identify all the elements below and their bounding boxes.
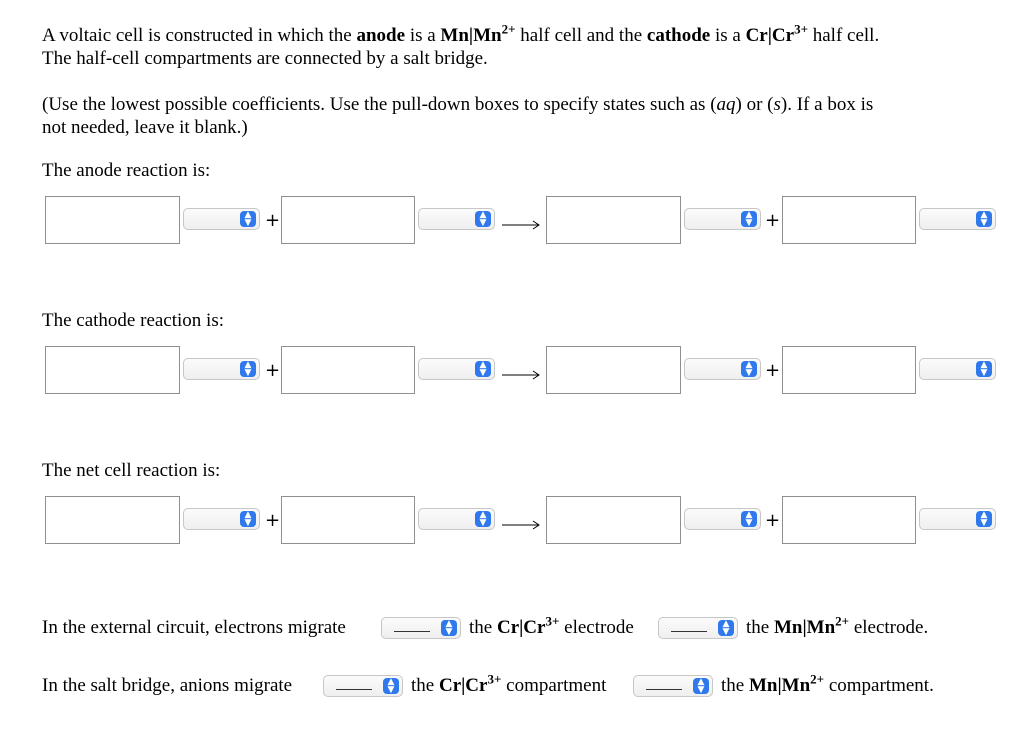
cathode-reaction-row xyxy=(0,346,1024,398)
intro-text: A voltaic cell is constructed in which the xyxy=(42,25,357,46)
net-reaction-row xyxy=(0,496,1024,548)
external-direction-select-1[interactable] xyxy=(381,617,461,639)
plus-sign: + xyxy=(765,210,781,231)
net-product2-input[interactable] xyxy=(782,496,916,544)
select-placeholder xyxy=(394,631,430,632)
intro-text: half cell and the xyxy=(515,25,647,46)
right-arrow-icon xyxy=(502,370,540,380)
anode-couple: $Mn|Mn^{2+}$ xyxy=(440,21,516,46)
intro-text: half cell. xyxy=(808,25,880,46)
anode-word: anode xyxy=(356,25,406,46)
salt-direction-select-1[interactable] xyxy=(323,675,403,697)
up-down-chevron-icon: ▲ ▼ xyxy=(240,511,256,527)
aq-state: aq xyxy=(716,94,736,115)
net-reactant1-state-select[interactable] xyxy=(183,508,260,530)
up-down-chevron-icon: ▲ ▼ xyxy=(741,211,757,227)
up-down-chevron-icon: ▲ ▼ xyxy=(718,620,734,636)
anode-reaction-row xyxy=(0,196,1024,248)
external-cr-electrode-text: the $Cr|Cr^{3+}$ electrode xyxy=(469,613,634,638)
cathode-product1-state-select[interactable] xyxy=(684,358,761,380)
instructions-text: (Use the lowest possible coefficients. Use the pull-down boxes to specify states such as ( xyxy=(42,94,717,115)
instructions-text: ) or ( xyxy=(735,94,774,115)
up-down-chevron-icon: ▲ ▼ xyxy=(741,511,757,527)
salt-bridge-prefix: In the salt bridge, anions migrate xyxy=(42,675,293,696)
cathode-reactant2-input[interactable] xyxy=(281,346,415,394)
s-state: s xyxy=(773,94,781,115)
plus-sign: + xyxy=(265,210,281,231)
plus-sign: + xyxy=(265,510,281,531)
up-down-chevron-icon: ▲ ▼ xyxy=(475,211,491,227)
up-down-chevron-icon: ▲ ▼ xyxy=(693,678,709,694)
net-product2-state-select[interactable] xyxy=(919,508,996,530)
cathode-product2-input[interactable] xyxy=(782,346,916,394)
cathode-product1-input[interactable] xyxy=(546,346,681,394)
up-down-chevron-icon: ▲ ▼ xyxy=(240,211,256,227)
cathode-reaction-label: The cathode reaction is: xyxy=(42,310,225,331)
plus-sign: + xyxy=(765,360,781,381)
select-placeholder xyxy=(646,689,682,690)
anode-reactant1-state-select[interactable] xyxy=(183,208,260,230)
intro-text: is a xyxy=(405,25,441,46)
anode-reactant1-input[interactable] xyxy=(45,196,180,244)
up-down-chevron-icon: ▲ ▼ xyxy=(976,211,992,227)
up-down-chevron-icon: ▲ ▼ xyxy=(976,511,992,527)
intro-paragraph xyxy=(42,21,880,70)
up-down-chevron-icon: ▲ ▼ xyxy=(475,511,491,527)
instructions-text: ). If a box is xyxy=(780,94,874,115)
right-arrow-icon xyxy=(502,220,540,230)
instructions-paragraph xyxy=(42,93,873,139)
net-product1-state-select[interactable] xyxy=(684,508,761,530)
net-reactant1-input[interactable] xyxy=(45,496,180,544)
cathode-reactant2-state-select[interactable] xyxy=(418,358,495,380)
anode-product1-state-select[interactable] xyxy=(684,208,761,230)
salt-direction-select-2[interactable] xyxy=(633,675,713,697)
salt-mn-compartment-text: the $Mn|Mn^{2+}$ compartment. xyxy=(721,671,934,696)
cathode-reactant1-input[interactable] xyxy=(45,346,180,394)
plus-sign: + xyxy=(265,360,281,381)
up-down-chevron-icon: ▲ ▼ xyxy=(240,361,256,377)
plus-sign: + xyxy=(765,510,781,531)
anode-reaction-label: The anode reaction is: xyxy=(42,160,211,181)
select-placeholder xyxy=(336,689,372,690)
cathode-product2-state-select[interactable] xyxy=(919,358,996,380)
external-mn-electrode-text: the $Mn|Mn^{2+}$ electrode. xyxy=(746,613,929,638)
net-reactant2-state-select[interactable] xyxy=(418,508,495,530)
net-reaction-label: The net cell reaction is: xyxy=(42,460,221,481)
up-down-chevron-icon: ▲ ▼ xyxy=(475,361,491,377)
external-direction-select-2[interactable] xyxy=(658,617,738,639)
anode-product1-input[interactable] xyxy=(546,196,681,244)
anode-product2-input[interactable] xyxy=(782,196,916,244)
select-placeholder xyxy=(671,631,707,632)
anode-reactant2-state-select[interactable] xyxy=(418,208,495,230)
intro-text: is a xyxy=(710,25,746,46)
net-reactant2-input[interactable] xyxy=(281,496,415,544)
up-down-chevron-icon: ▲ ▼ xyxy=(441,620,457,636)
up-down-chevron-icon: ▲ ▼ xyxy=(741,361,757,377)
cathode-couple: $Cr|Cr^{3+}$ xyxy=(745,21,808,46)
external-circuit-prefix: In the external circuit, electrons migrate xyxy=(42,617,346,638)
cathode-reactant1-state-select[interactable] xyxy=(183,358,260,380)
cathode-word: cathode xyxy=(646,25,711,46)
intro-text-line2: The half-cell compartments are connected by a salt bridge. xyxy=(42,48,488,69)
instructions-text-line2: not needed, leave it blank.) xyxy=(42,117,248,138)
up-down-chevron-icon: ▲ ▼ xyxy=(383,678,399,694)
net-product1-input[interactable] xyxy=(546,496,681,544)
up-down-chevron-icon: ▲ ▼ xyxy=(976,361,992,377)
salt-cr-compartment-text: the $Cr|Cr^{3+}$ compartment xyxy=(411,671,607,696)
anode-product2-state-select[interactable] xyxy=(919,208,996,230)
right-arrow-icon xyxy=(502,520,540,530)
anode-reactant2-input[interactable] xyxy=(281,196,415,244)
